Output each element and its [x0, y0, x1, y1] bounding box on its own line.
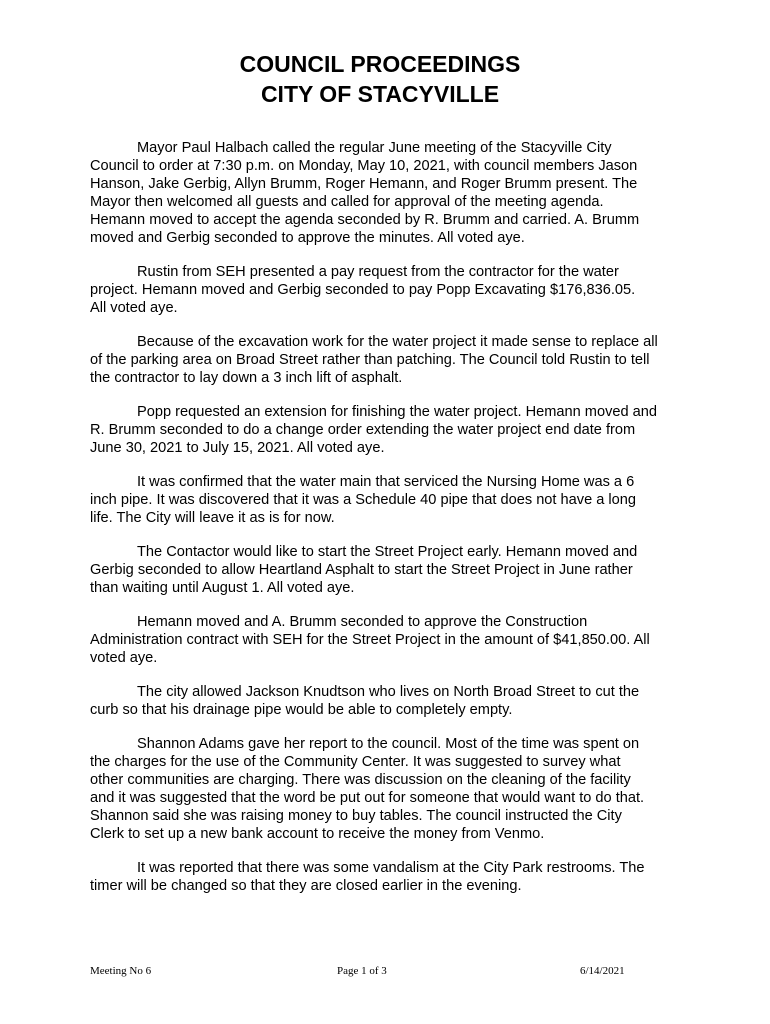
paragraph-line: inch pipe. It was discovered that it was a Schedule 40 pipe that does not have a long — [90, 492, 636, 508]
document-subtitle: CITY OF STACYVILLE — [260, 81, 500, 107]
paragraph-line: the contractor to lay down a 3 inch lift of asphalt. — [90, 370, 403, 386]
paragraph — [90, 333, 690, 387]
paragraph — [90, 403, 690, 457]
footer-date: 6/14/2021 — [580, 965, 625, 977]
paragraph-line: timer will be changed so that they are closed earlier in the evening. — [90, 878, 522, 894]
paragraph-line: Hemann moved to accept the agenda seconded by R. Brumm and carried. A. Brumm — [90, 212, 640, 228]
paragraph-line: moved and Gerbig seconded to approve the minutes. All voted aye. — [90, 230, 525, 246]
paragraph-line: Shannon said she was raising money to buy tables. The council instructed the City — [90, 808, 622, 824]
footer-meeting-number: Meeting No 6 — [90, 965, 152, 977]
paragraph-line: Gerbig seconded to allow Heartland Asphalt to start the Street Project in June rather — [90, 562, 633, 578]
paragraph-line: curb so that his drainage pipe would be able to completely empty. — [90, 702, 513, 718]
paragraph-line: Shannon Adams gave her report to the council. Most of the time was spent on — [137, 736, 640, 752]
paragraph-line: the charges for the use of the Community Center. It was suggested to survey what — [90, 754, 621, 770]
paragraph-line: R. Brumm seconded to do a change order extending the water project end date from — [90, 422, 636, 438]
paragraph-line: The Contactor would like to start the Street Project early. Hemann moved and — [137, 544, 638, 560]
paragraph-line: Rustin from SEH presented a pay request from the contractor for the water — [137, 264, 619, 280]
paragraph-line: Mayor then welcomed all guests and called for approval of the meeting agenda. — [90, 194, 604, 210]
paragraph-line: Clerk to set up a new bank account to receive the money from Venmo. — [90, 826, 545, 842]
paragraph-line: Council to order at 7:30 p.m. on Monday, May 10, 2021, with council members Jason — [90, 158, 638, 174]
paragraph-line: than waiting until August 1. All voted aye. — [90, 580, 355, 596]
paragraph-line: Administration contract with SEH for the Street Project in the amount of $41,850.00. All — [90, 632, 650, 648]
paragraph — [90, 543, 690, 597]
paragraph-line: Popp requested an extension for finishing the water project. Hemann moved and — [137, 404, 658, 420]
paragraph-line: project. Hemann moved and Gerbig seconded to pay Popp Excavating $176,836.05. — [90, 282, 636, 298]
footer-page-number: Page 1 of 3 — [337, 965, 387, 977]
paragraph — [90, 613, 690, 667]
paragraph-line: Mayor Paul Halbach called the regular June meeting of the Stacyville City — [137, 140, 612, 156]
paragraph-line: All voted aye. — [90, 300, 178, 316]
paragraph-line: life. The City will leave it as is for now. — [90, 510, 335, 526]
paragraph-line: The city allowed Jackson Knudtson who lives on North Broad Street to cut the — [137, 684, 640, 700]
paragraph — [90, 473, 690, 527]
paragraph-line: Hemann moved and A. Brumm seconded to approve the Construction — [137, 614, 588, 630]
paragraph — [90, 735, 690, 843]
document-body — [90, 139, 690, 911]
paragraph-line: and it was suggested that the word be put out for someone that would want to do that. — [90, 790, 645, 806]
paragraph-line: It was confirmed that the water main that serviced the Nursing Home was a 6 — [137, 474, 635, 490]
paragraph — [90, 859, 690, 895]
paragraph-line: Hanson, Jake Gerbig, Allyn Brumm, Roger Hemann, and Roger Brumm present. The — [90, 176, 638, 192]
paragraph-line: other communities are charging. There was discussion on the cleaning of the facility — [90, 772, 631, 788]
paragraph-line: It was reported that there was some vandalism at the City Park restrooms. The — [137, 860, 645, 876]
paragraph-line: of the parking area on Broad Street rather than patching. The Council told Rustin to tell — [90, 352, 650, 368]
paragraph-line: Because of the excavation work for the water project it made sense to replace all — [137, 334, 658, 350]
paragraph — [90, 683, 690, 719]
paragraph-line: June 30, 2021 to July 15, 2021. All voted aye. — [90, 440, 385, 456]
paragraph — [90, 263, 690, 317]
paragraph — [90, 139, 690, 247]
document-title: COUNCIL PROCEEDINGS — [239, 51, 521, 77]
paragraph-line: voted aye. — [90, 650, 158, 666]
